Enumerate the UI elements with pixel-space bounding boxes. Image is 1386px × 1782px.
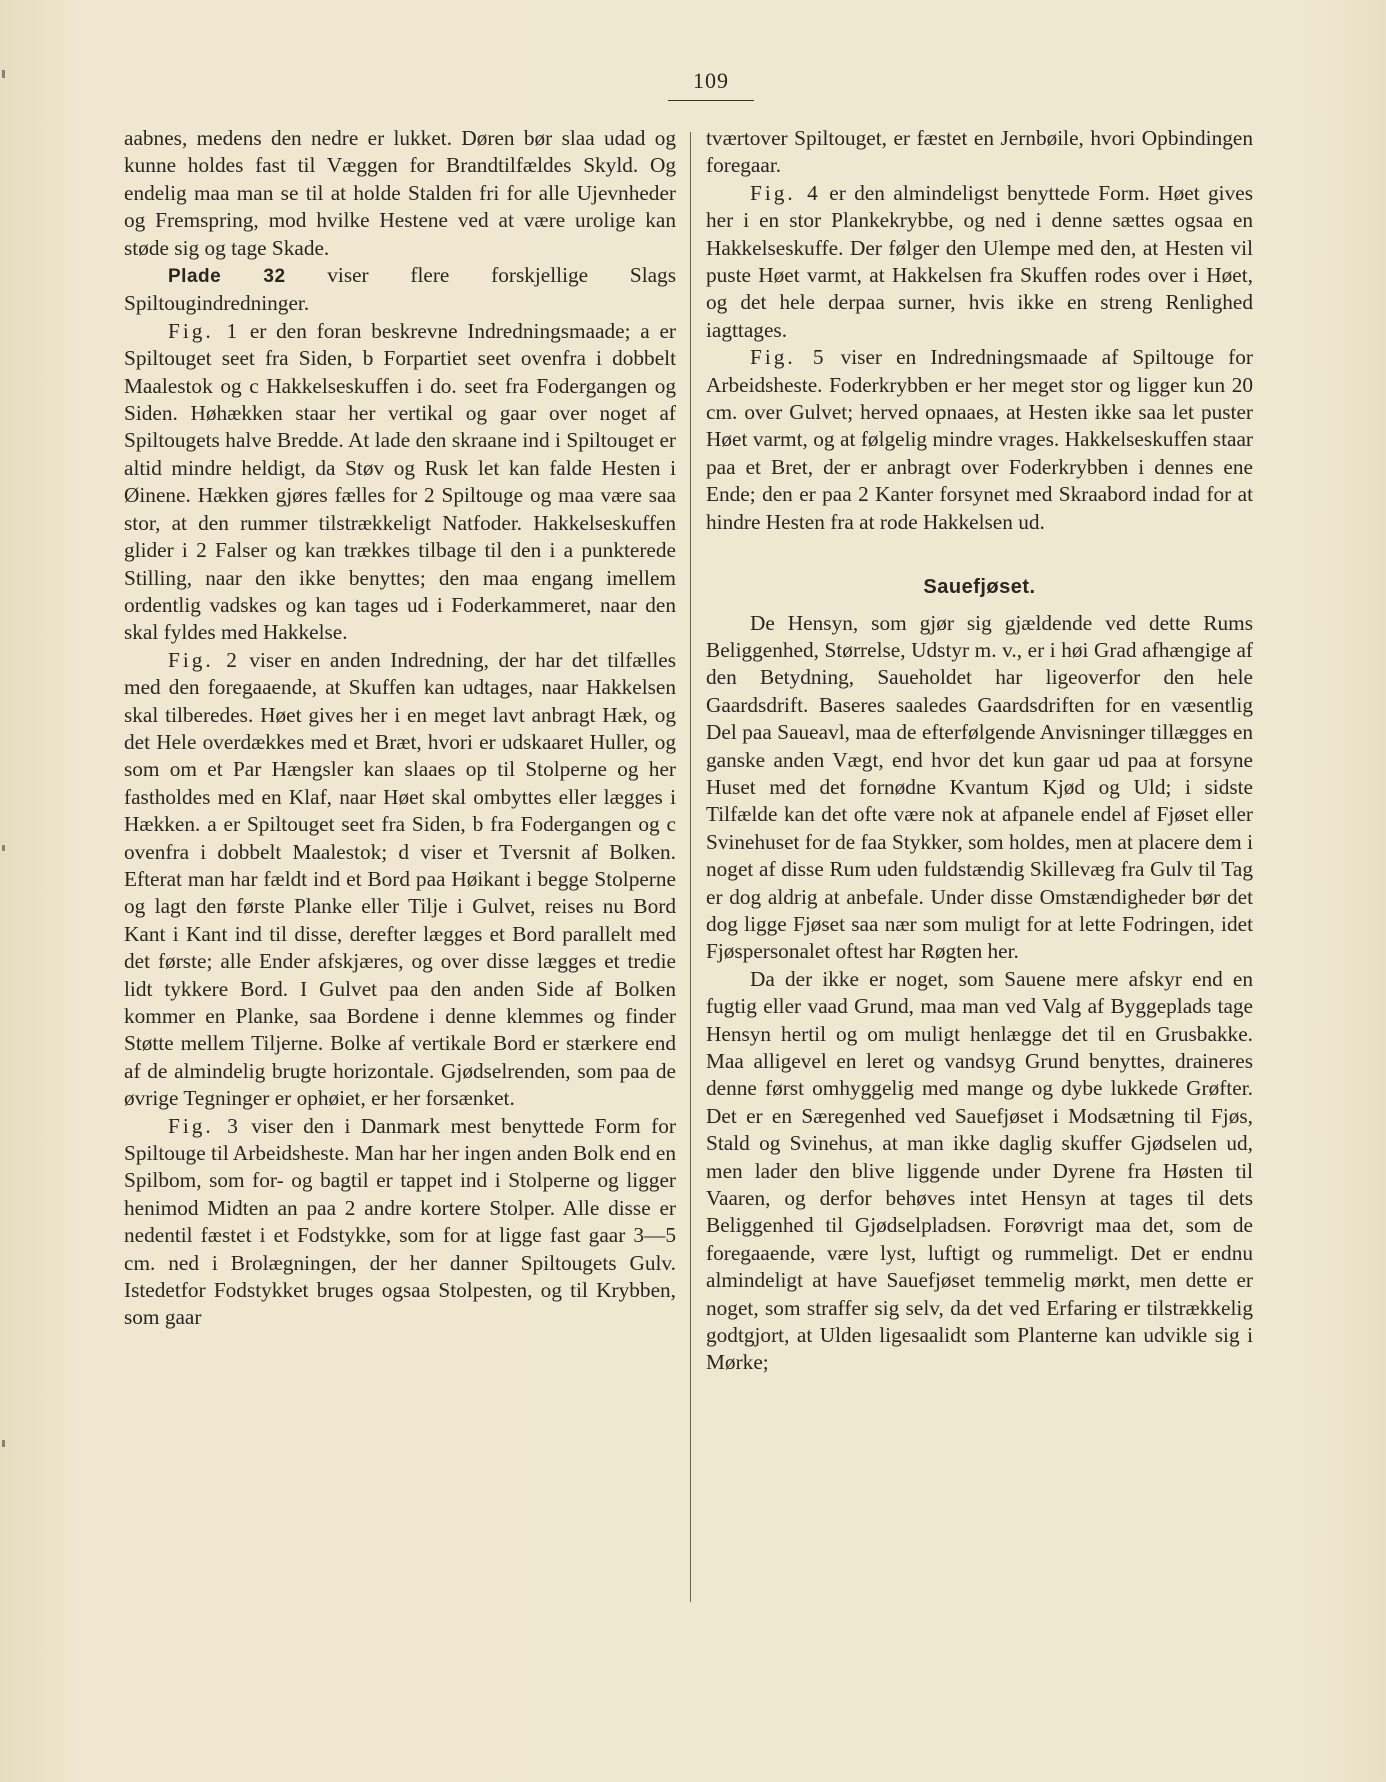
right-column: [706, 125, 1253, 1377]
paragraph-text: er den almindeligst benyttede Form. Høet gives her i en stor Plankekrybbe, og ned i denne sættes ogsaa en Hakkelseskuffe. Der følger den Ulempe med den, at Hesten vil puste Høet varmt, at Hakkelsen fra Skuffen rodes over i Høet, og det hele derpaa surner, hvis ikke en streng Renlighed iagttages.: [706, 180, 1253, 342]
figure-label: Fig. 4: [750, 180, 821, 205]
figure-label: Fig. 2: [168, 647, 240, 672]
left-column: [124, 125, 676, 1332]
paragraph-text: viser flere forskjellige Slags Spiltougindredninger.: [124, 263, 676, 316]
page-number-rule: [668, 100, 754, 101]
figure-label: Fig. 1: [168, 318, 241, 343]
paragraph: [124, 318, 676, 647]
paragraph: tværtover Spiltouget, er fæstet en Jernbøile, hvori Opbindingen foregaar.: [706, 126, 1253, 178]
figure-label: Fig. 5: [750, 345, 827, 370]
page-number: 109: [693, 68, 729, 93]
paragraph: [124, 262, 676, 318]
paragraph: De Hensyn, som gjør sig gjældende ved dette Rums Beliggenhed, Størrelse, Udstyr m. v., er i høi Grad afhængige af den Betydning, Saueholdet har ligeoverfor den hele Gaardsdrift. Baseres saaledes Gaardsdriften for en væsentlig Del paa Saueavl, maa de efterfølgende Anvisninger tillægges en ganske anden Vægt, end hvor det kun gaar ud paa at forsyne Huset med det fornødne Kvantum Kjød og Uld; i sidste Tilfælde kan det ofte være nok at afpanele endel af Fjøset eller Svinehuset for de faa Stykker, som holdes, men at placere dem i noget af disse Rum uden fuldstændig Skillevæg fra Gulv til Tag er dog aldrig at anbefale. Under disse Omstændigheder bør det dog ligge Fjøset saa nær som muligt for at lette Fodringen, idet Fjøspersonalet oftest har Røgten her.: [706, 610, 1253, 964]
plate-label: Plade 32: [168, 266, 286, 288]
paragraph: aabnes, medens den nedre er lukket. Døren bør slaa udad og kunne holdes fast til Væggen for Brandtilfældes Skyld. Og endelig maa man se til at holde Stalden fri for alle Ujevnheder og Fremspring, mod hvilke Hestene ved at være urolige kan støde sig og tage Skade.: [124, 126, 676, 260]
left-edge-mark: [2, 1440, 5, 1447]
paragraph-text: viser en Indredningsmaade af Spiltouge for Arbeidsheste. Foderkrybben er her meget stor og ligger kun 20 cm. over Gulvet; herved opnaaes, at Hesten ikke saa let puster Høet varmt, og at følgelig mindre vrages. Hakkelseskuffen staar paa et Bret, der er anbragt over Foderkrybben i dennes ene Ende; den er paa 2 Kanter forsynet med Skraabord indad for at hindre Hesten fra at rode Hakkelsen ud.: [706, 345, 1253, 534]
left-edge-mark: [2, 70, 5, 78]
paragraph: [706, 344, 1253, 536]
paragraph: [124, 1113, 676, 1332]
paragraph-text: viser den i Danmark mest benyttede Form for Spiltouge til Arbeidsheste. Man har her ingen anden Bolk end en Spilbom, som for- og bagtil er tappet ind i Stolperne og ligger henimod Midten an paa 2 andre kortere Stolper. Alle disse er nedentil fæstet i et Fodstykke, som for at ligge fast gaar 3—5 cm. ned i Brolægningen, der her danner Spiltougets Gulv. Istedetfor Fodstykket bruges ogsaa Stolpesten, og til Krybben, som gaar: [124, 1113, 676, 1330]
column-divider: [690, 132, 691, 1602]
paragraph-text: er den foran beskrevne Indredningsmaade; a er Spiltouget seet fra Siden, b Forpartiet seet ovenfra i dobbelt Maalestok og c Hakkelseskuffen i do. seet fra Fodergangen og Siden. Høhækken staar her vertikal og gaar over noget af Spiltougets halve Bredde. At lade den skraane ind i Spiltouget er altid mindre heldigt, da Støv og Rusk let kan falde Hesten i Øinene. Hækken gjøres fælles for 2 Spiltouge og maa være saa stor, at den rummer tilstrækkeligt Natfoder. Hakkelseskuffen glider i 2 Falser og kan trækkes tilbage til den i a punkterede Stilling, naar den ikke benyttes; den maa engang imellem ordentlig vadskes og kan tages ud i Foderkammeret, naar den skal fyldes med Hakkelse.: [124, 318, 677, 645]
paragraph-text: viser en anden Indredning, der har det tilfælles med den foregaaende, at Skuffen kan udtages, naar Hakkelsen skal tilberedes. Høet gives her i en meget lavt anbragt Hæk, og det Hele overdækkes med et Bræt, hvori er udskaaret Huller, og som om et Par Hængsler kan slaaes op til Stolperne og her fastholdes med en Klaf, naar Høet skal ombyttes eller lægges i Hækken. a er Spiltouget seet fra Siden, b fra Fodergangen og c ovenfra i dobbelt Maalestok; d viser et Tversnit af Bolken. Efterat man har fældt ind et Bord paa Høikant i begge Stolperne og lagt den første Planke eller Tilje i Gulvet, reises nu Bord Kant i Kant ind til disse, derefter lægges et Bord parallelt med det første; alle Ender afskjæres, og over disse lægges et tredie lidt tykkere Bord. I Gulvet paa den anden Side af Bolken kommer en Planke, saa Bordene i denne klemmes og finder Støtte mellem Tiljerne. Bolke af vertikale Bord er stærkere end af de almindelig brugte horizontale. Gjødselrenden, som paa de øvrige Tegninger er ophøiet, er her forsænket.: [124, 647, 676, 1111]
paragraph: [124, 647, 676, 1113]
paragraph: Da der ikke er noget, som Sauene mere afskyr end en fugtig eller vaad Grund, maa man ved Valg af Byggeplads tage Hensyn hertil og om muligt henlægge det til en Grusbakke. Maa alligevel en leret og vandsyg Grund benyttes, draineres denne først omhyggelig med mange og dybe lukkede Grøfter. Det er en Særegenhed ved Sauefjøset i Modsætning til Fjøs, Stald og Svinehus, at man ikke daglig skuffer Gjødselen ud, men lader den blive liggende under Dyrene fra Høsten til Vaaren, og derfor behøves intet Hensyn at tages til dets Beliggenhed til Gjødselpladsen. Forøvrigt maa det, som de foregaaende, være lyst, luftigt og rummeligt. Det er endnu almindeligt at have Sauefjøset temmelig mørkt, men dette er noget, som straffer sig selv, da det ved Erfaring er tilstrækkelig godtgjort, at Ulden ligesaalidt som Planterne kan udvikle sig i Mørke;: [706, 966, 1253, 1375]
left-edge-mark: [2, 845, 5, 851]
section-heading: Sauefjøset.: [923, 576, 1036, 599]
paragraph: [706, 180, 1253, 344]
figure-label: Fig. 3: [168, 1113, 241, 1138]
